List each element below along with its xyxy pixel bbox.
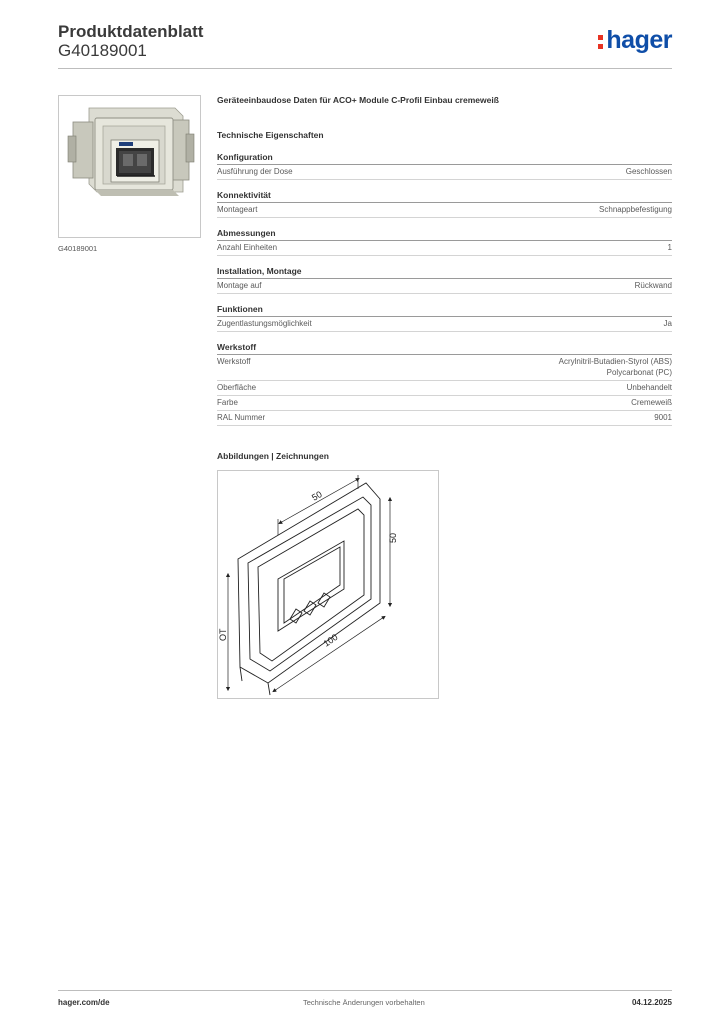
product-description: Geräteeinbaudose Daten für ACO+ Module C-Profil Einbau cremeweiß [217, 95, 499, 105]
table-row [217, 241, 672, 256]
row-value-line: Acrylnitril-Butadien-Styrol (ABS) [558, 357, 672, 366]
row-value: 1 [667, 243, 672, 252]
group-title: Abmessungen [217, 228, 672, 241]
footer-date: 04.12.2025 [631, 998, 672, 1007]
technical-data [217, 95, 672, 426]
product-number: G40189001 [58, 41, 147, 60]
footer-website-link[interactable]: hager.com/de [58, 998, 110, 1007]
footer-divider [58, 990, 672, 991]
document-title: Produktdatenblatt [58, 22, 204, 41]
row-value: Rückwand [634, 281, 672, 290]
product-photo-icon [59, 96, 201, 238]
row-label: Werkstoff [217, 357, 251, 366]
technical-drawing [217, 470, 439, 699]
dimension-drawing-icon [218, 471, 440, 700]
photo-caption: G40189001 [58, 244, 98, 253]
group-title: Konnektivität [217, 190, 672, 203]
row-value [559, 356, 672, 378]
figure-title: Abbildungen | Zeichnungen [217, 451, 329, 461]
row-label: Montage auf [217, 281, 262, 290]
row-value: Unbehandelt [626, 383, 672, 392]
group-abmessungen [217, 228, 672, 256]
dim-height-label: 50 [388, 532, 398, 543]
row-label: Farbe [217, 398, 238, 407]
dim-width-label: 50 [310, 489, 324, 503]
row-label: Zugentlastungsmöglichkeit [217, 319, 312, 328]
group-title: Konfiguration [217, 152, 672, 165]
group-installation [217, 266, 672, 294]
logo-text: hager [606, 26, 672, 54]
row-value: Ja [663, 319, 672, 328]
group-title: Funktionen [217, 304, 672, 317]
table-row [217, 317, 672, 332]
row-label: Anzahl Einheiten [217, 243, 278, 252]
group-title: Installation, Montage [217, 266, 672, 279]
group-konnektivitaet [217, 190, 672, 218]
table-row [217, 165, 672, 180]
row-value: Schnappbefestigung [599, 205, 672, 214]
table-row [217, 411, 672, 426]
hager-logo [598, 26, 672, 55]
table-row [217, 381, 672, 396]
logo-colon-icon [598, 32, 605, 50]
row-label: Montageart [217, 205, 258, 214]
row-label: Oberfläche [217, 383, 257, 392]
table-row [217, 355, 672, 381]
row-value: 9001 [654, 413, 672, 422]
group-title: Werkstoff [217, 342, 672, 355]
row-value: Geschlossen [625, 167, 672, 176]
footer-notice: Technische Änderungen vorbehalten [303, 998, 425, 1007]
header-divider [58, 68, 672, 69]
section-title: Technische Eigenschaften [217, 130, 324, 140]
group-funktionen [217, 304, 672, 332]
table-row [217, 396, 672, 411]
row-value-line: Polycarbonat (PC) [606, 368, 672, 377]
dim-depth-label: OT [218, 628, 228, 641]
page-header [58, 20, 672, 70]
table-row [217, 279, 672, 294]
group-konfiguration [217, 152, 672, 180]
dim-length-label: 100 [321, 631, 340, 649]
group-werkstoff [217, 342, 672, 426]
product-photo [58, 95, 201, 238]
row-label: RAL Nummer [217, 413, 266, 422]
row-value: Cremeweiß [631, 398, 672, 407]
row-label: Ausführung der Dose [217, 167, 293, 176]
table-row [217, 203, 672, 218]
